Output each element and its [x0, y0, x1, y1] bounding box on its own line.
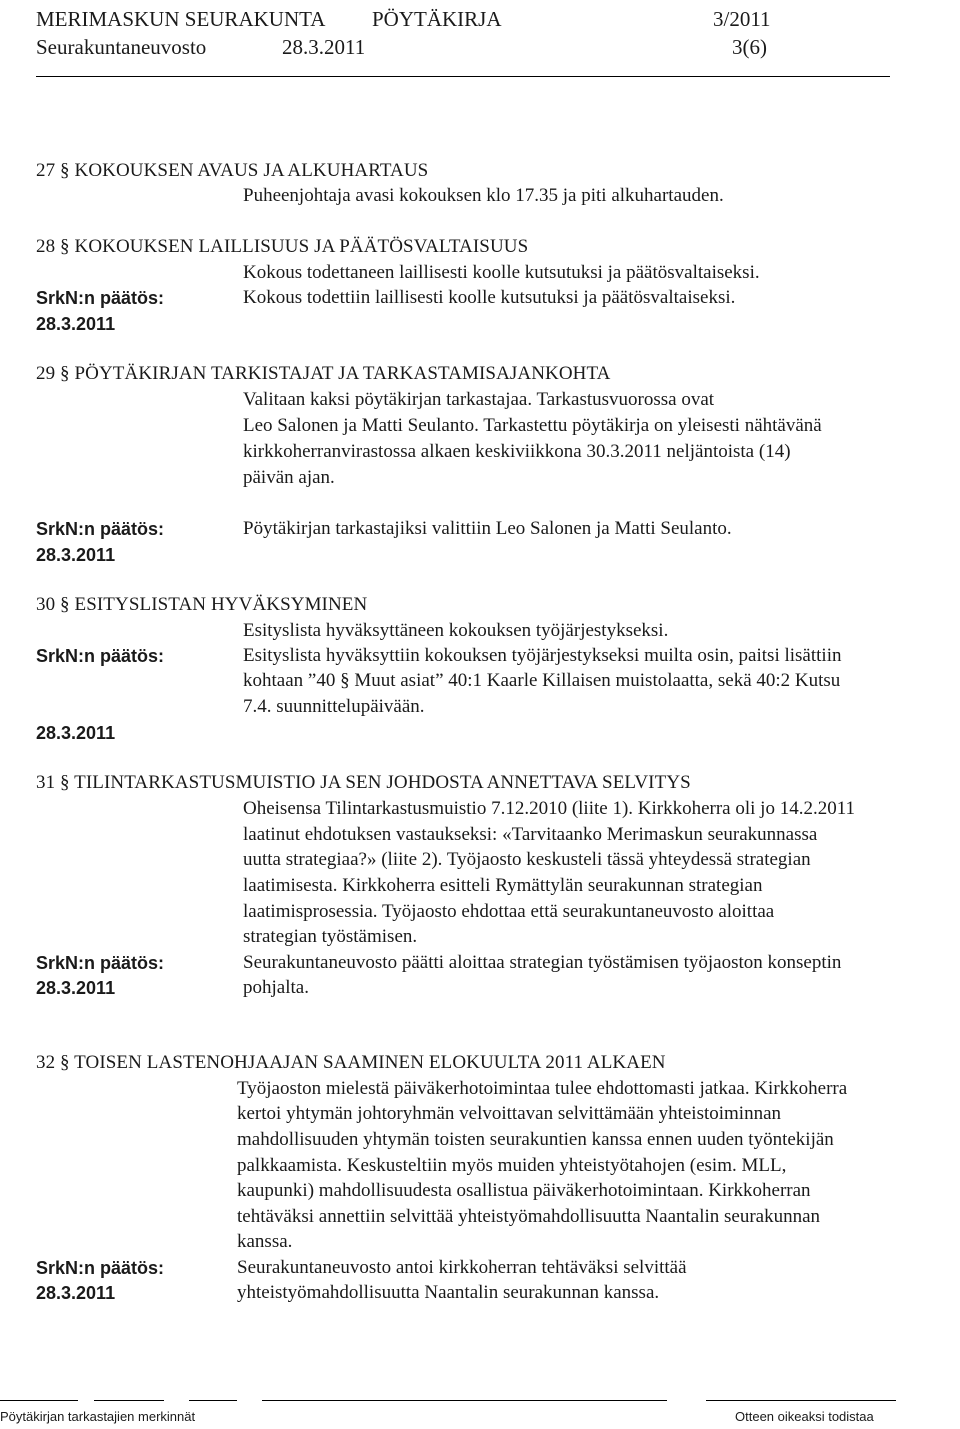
section-title-30: 30 § ESITYSLISTAN HYVÄKSYMINEN: [36, 594, 368, 615]
section-title-29: 29 § PÖYTÄKIRJAN TARKISTAJAT JA TARKASTAMISAJANKOHTA: [36, 363, 611, 384]
footer-reviewers-note: Pöytäkirjan tarkastajien merkinnät: [0, 1409, 196, 1424]
decision-label: SrkN:n päätös:: [36, 646, 165, 666]
signature-line: [0, 1400, 78, 1401]
section-31-line: Oheisensa Tilintarkastusmuistio 7.12.2010 (liite 1). Kirkkoherra oli jo 14.2.2011: [243, 798, 855, 819]
section-28-decision: Kokous todettiin laillisesti koolle kutsutuksi ja päätösvaltaiseksi.: [243, 287, 736, 308]
section-31-line: laatinut ehdotuksen vastaukseksi: «Tarvitaanko Merimaskun seurakunnassa: [243, 824, 818, 845]
section-32-line: tehtäväksi annettiin selvittää yhteistyömahdollisuutta Naantalin seurakunnan: [237, 1206, 821, 1227]
section-29-line: kirkkoherranvirastossa alkaen keskiviikkona 30.3.2011 neljäntoista (14): [243, 441, 791, 462]
footer-certification: Otteen oikeaksi todistaa: [735, 1409, 874, 1424]
decision-label: SrkN:n päätös:: [36, 953, 165, 973]
section-title-28: 28 § KOKOUKSEN LAILLISUUS JA PÄÄTÖSVALTAISUUS: [36, 236, 529, 257]
decision-date: 28.3.2011: [36, 978, 116, 998]
section-30-decision: 7.4. suunnittelupäivään.: [243, 696, 425, 717]
decision-date: 28.3.2011: [36, 314, 116, 334]
section-32-decision: Seurakuntaneuvosto antoi kirkkoherran tehtäväksi selvittää: [237, 1257, 687, 1278]
signature-line: [189, 1400, 237, 1401]
section-32-line: kaupunki) mahdollisuudesta osallistua päiväkerhotoimintaan. Kirkkoherran: [237, 1180, 811, 1201]
section-30-line: Esityslista hyväksyttäneen kokouksen työjärjestykseksi.: [243, 620, 669, 641]
section-title-32: 32 § TOISEN LASTENOHJAAJAN SAAMINEN ELOKUULTA 2011 ALKAEN: [36, 1052, 666, 1073]
section-title-27: 27 § KOKOUKSEN AVAUS JA ALKUHARTAUS: [36, 160, 429, 181]
section-30-decision: Esityslista hyväksyttiin kokouksen työjärjestykseksi muilta osin, paitsi lisättiin: [243, 645, 842, 666]
signature-line: [262, 1400, 667, 1401]
section-31-line: laatimisprosessia. Työjaosto ehdottaa että seurakuntaneuvosto aloittaa: [243, 901, 775, 922]
section-32-line: kanssa.: [237, 1231, 293, 1252]
section-32-line: kertoi yhtymän johtoryhmän velvoittavan selvittämään yhteistoiminnan: [237, 1103, 782, 1124]
decision-label: SrkN:n päätös:: [36, 288, 165, 308]
section-29-line: Valitaan kaksi pöytäkirjan tarkastajaa. Tarkastusvuorossa ovat: [243, 389, 715, 410]
section-31-line: strategian työstämisen.: [243, 926, 418, 947]
section-29-line: Leo Salonen ja Matti Seulanto. Tarkastettu pöytäkirja on yleisesti nähtävänä: [243, 415, 822, 436]
section-32-line: Työjaoston mielestä päiväkerhotoimintaa tulee ehdottomasti jatkaa. Kirkkoherra: [237, 1078, 848, 1099]
header-org: MERIMASKUN SEURAKUNTA: [36, 7, 326, 31]
header-doc-type: PÖYTÄKIRJA: [372, 7, 502, 31]
header-rule: [36, 76, 890, 77]
section-28-line: Kokous todettaneen laillisesti koolle kutsutuksi ja päätösvaltaiseksi.: [243, 262, 760, 283]
header-page: 3(6): [732, 35, 767, 59]
section-30-decision: kohtaan ”40 § Muut asiat” 40:1 Kaarle Killaisen muistolaatta, sekä 40:2 Kutsu: [243, 670, 841, 691]
header-date: 28.3.2011: [282, 35, 366, 59]
section-27-line: Puheenjohtaja avasi kokouksen klo 17.35 ja piti alkuhartauden.: [243, 185, 724, 206]
section-title-31: 31 § TILINTARKASTUSMUISTIO JA SEN JOHDOSTA ANNETTAVA SELVITYS: [36, 772, 691, 793]
section-32-line: mahdollisuuden yhtymän toisten seurakuntien kanssa ennen uuden työntekijän: [237, 1129, 834, 1150]
decision-date: 28.3.2011: [36, 545, 116, 565]
decision-label: SrkN:n päätös:: [36, 519, 165, 539]
section-29-decision: Pöytäkirjan tarkastajiksi valittiin Leo Salonen ja Matti Seulanto.: [243, 518, 732, 539]
section-32-line: palkkaamista. Keskusteltiin myös muiden yhteistyötahojen (esim. MLL,: [237, 1155, 787, 1176]
decision-date: 28.3.2011: [36, 723, 116, 743]
header-issue: 3/2011: [713, 7, 771, 31]
decision-date: 28.3.2011: [36, 1283, 116, 1303]
signature-line: [94, 1400, 164, 1401]
section-31-decision: Seurakuntaneuvosto päätti aloittaa strategian työstämisen työjaoston konseptin: [243, 952, 842, 973]
decision-label: SrkN:n päätös:: [36, 1258, 165, 1278]
section-31-decision: pohjalta.: [243, 977, 309, 998]
section-32-decision: yhteistyömahdollisuutta Naantalin seurakunnan kanssa.: [237, 1282, 660, 1303]
header-body: Seurakuntaneuvosto: [36, 35, 207, 59]
section-31-line: uutta strategiaa?» (liite 2). Työjaosto keskusteli tässä yhteydessä strategian: [243, 849, 811, 870]
signature-line: [706, 1400, 896, 1401]
section-31-line: laatimisesta. Kirkkoherra esitteli Rymättylän seurakunnan strategian: [243, 875, 763, 896]
section-29-line: päivän ajan.: [243, 467, 335, 488]
